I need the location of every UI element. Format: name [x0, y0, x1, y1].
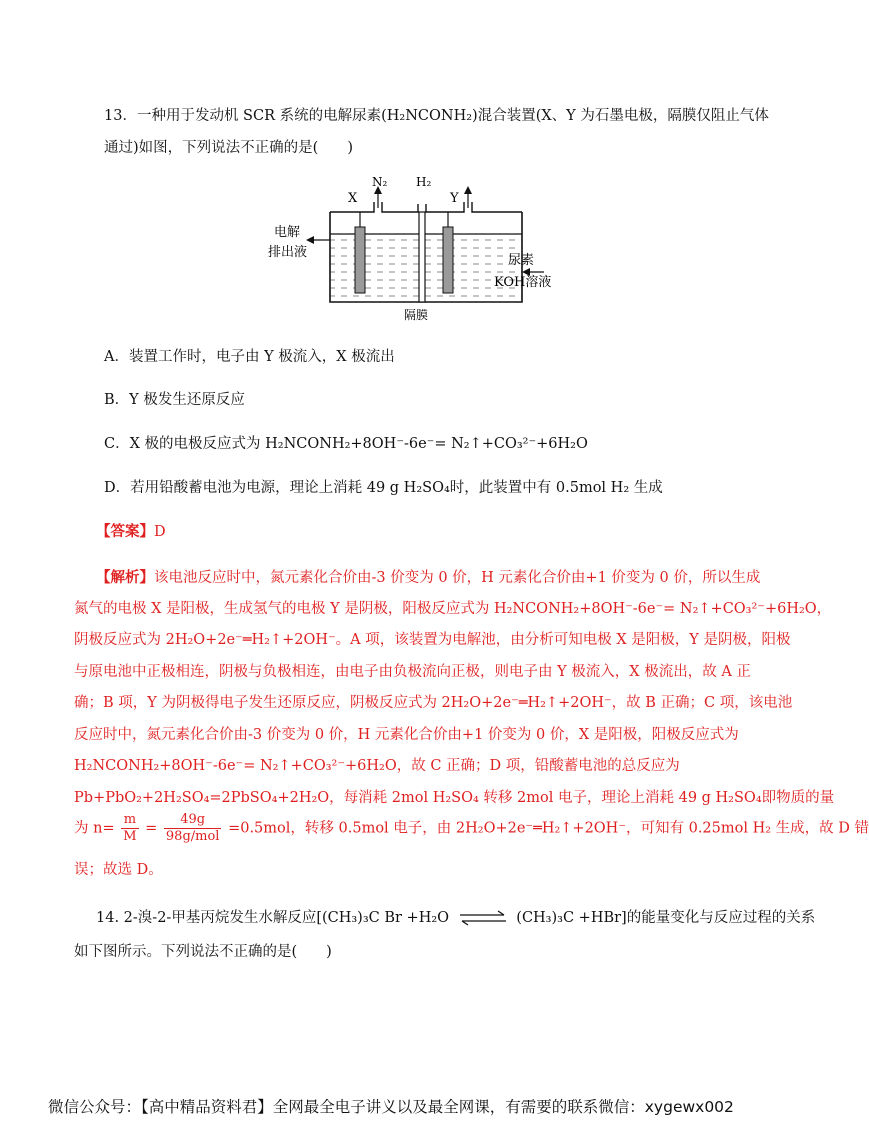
answer-tag: 【答案】: [96, 523, 154, 540]
fraction-equals: =: [145, 820, 158, 837]
analysis-tag: 【解析】: [96, 569, 154, 586]
analysis-9-prefix: 为 n=: [74, 820, 115, 837]
q14-stem-part-1: 14. 2-溴-2-甲基丙烷发生水解反应[(CH₃)₃C Br +H₂O: [96, 910, 450, 926]
footer-note: 微信公众号：【高中精品资料君】全网最全电子讲义以及最全网课，有需要的联系微信：xygewx002: [48, 1098, 734, 1116]
q14-stem-line-2: 如下图所示。下列说法不正确的是( ): [74, 944, 332, 960]
analysis-line-10: 误；故选 D。: [74, 862, 163, 878]
analysis-line-2: 氮气的电极 X 是阳极，生成氢气的电极 Y 是阴极，阳极反应式为 H₂NCONH₂+8OH⁻-6e⁻= N₂↑+CO₃²⁻+6H₂O，: [74, 601, 832, 617]
electrolysis-diagram: [268, 172, 568, 322]
q14-stem-part-2: (CH₃)₃C +HBr]的能量变化与反应过程的关系: [516, 910, 816, 926]
answer-value: D: [154, 524, 166, 540]
analysis-line-5: 确；B 项，Y 为阴极得电子发生还原反应，阴极反应式为 2H₂O+2e⁻═H₂↑+2OH⁻，故 B 正确；C 项，该电池: [74, 695, 793, 711]
label-outlet-2: 排出液: [268, 245, 308, 260]
q13-stem-line-2: 通过)如图，下列说法不正确的是( ): [104, 140, 353, 156]
analysis-line-6: 反应时中，氮元素化合价由-3 价变为 0 价，H 元素化合价由+1 价变为 0 价，X 是阳极，阳极反应式为: [74, 727, 739, 743]
option-a: A．装置工作时，电子由 Y 极流入，X 极流出: [104, 349, 395, 365]
label-n2: N₂: [372, 175, 388, 189]
answer-row: [96, 520, 166, 541]
q13-stem-line-1: 13．一种用于发动机 SCR 系统的电解尿素(H₂NCONH₂)混合装置(X、Y 为石墨电极，隔膜仅阻止气体: [104, 108, 769, 124]
label-inlet-2: KOH溶液: [494, 275, 552, 290]
analysis-line-4: 与原电池中正极相连，阴极与负极相连，由电子由负极流向正极，则电子由 Y 极流入，X 极流出，故 A 正: [74, 664, 751, 680]
option-d: D．若用铅酸蓄电池为电源，理论上消耗 49 g H₂SO₄时，此装置中有 0.5mol H₂ 生成: [104, 480, 663, 496]
label-outlet-1: 电解: [274, 225, 301, 240]
label-x: X: [348, 191, 358, 206]
analysis-line-8: Pb+PbO₂+2H₂SO₄=2PbSO₄+2H₂O，每消耗 2mol H₂SO₄ 转移 2mol 电子，理论上消耗 49 g H₂SO₄即物质的量: [74, 790, 835, 806]
fraction-m-over-M: $\frac{m}{M}$: [123, 812, 137, 844]
fraction-49g-over-98gmol: $\frac{49g}{\text{98g/mol}}$: [165, 812, 220, 844]
analysis-line-9: [74, 812, 869, 845]
label-h2: H₂: [416, 175, 432, 189]
label-membrane: 隔膜: [404, 308, 429, 322]
q14-stem-line-1: [96, 906, 815, 927]
equilibrium-arrow-icon: [458, 911, 508, 925]
analysis-text-1: 该电池反应时中，氮元素化合价由-3 价变为 0 价，H 元素化合价由+1 价变为 0 价，所以生成: [154, 570, 761, 586]
option-c: C．X 极的电极反应式为 H₂NCONH₂+8OH⁻-6e⁻= N₂↑+CO₃²⁻+6H₂O: [104, 436, 588, 452]
analysis-9-suffix: =0.5mol，转移 0.5mol 电子，由 2H₂O+2e⁻═H₂↑+2OH⁻，可知有 0.25mol H₂ 生成，故 D 错: [228, 820, 869, 837]
analysis-line-1: [96, 566, 760, 587]
label-inlet-1: 尿素: [508, 253, 535, 268]
option-b: B．Y 极发生还原反应: [104, 392, 245, 408]
label-y: Y: [450, 191, 459, 206]
analysis-line-7: H₂NCONH₂+8OH⁻-6e⁻= N₂↑+CO₃²⁻+6H₂O，故 C 正确；D 项，铅酸蓄电池的总反应为: [74, 758, 680, 774]
analysis-line-3: 阴极反应式为 2H₂O+2e⁻═H₂↑+2OH⁻。A 项，该装置为电解池，由分析可知电极 X 是阳极，Y 是阴极，阳极: [74, 632, 791, 648]
